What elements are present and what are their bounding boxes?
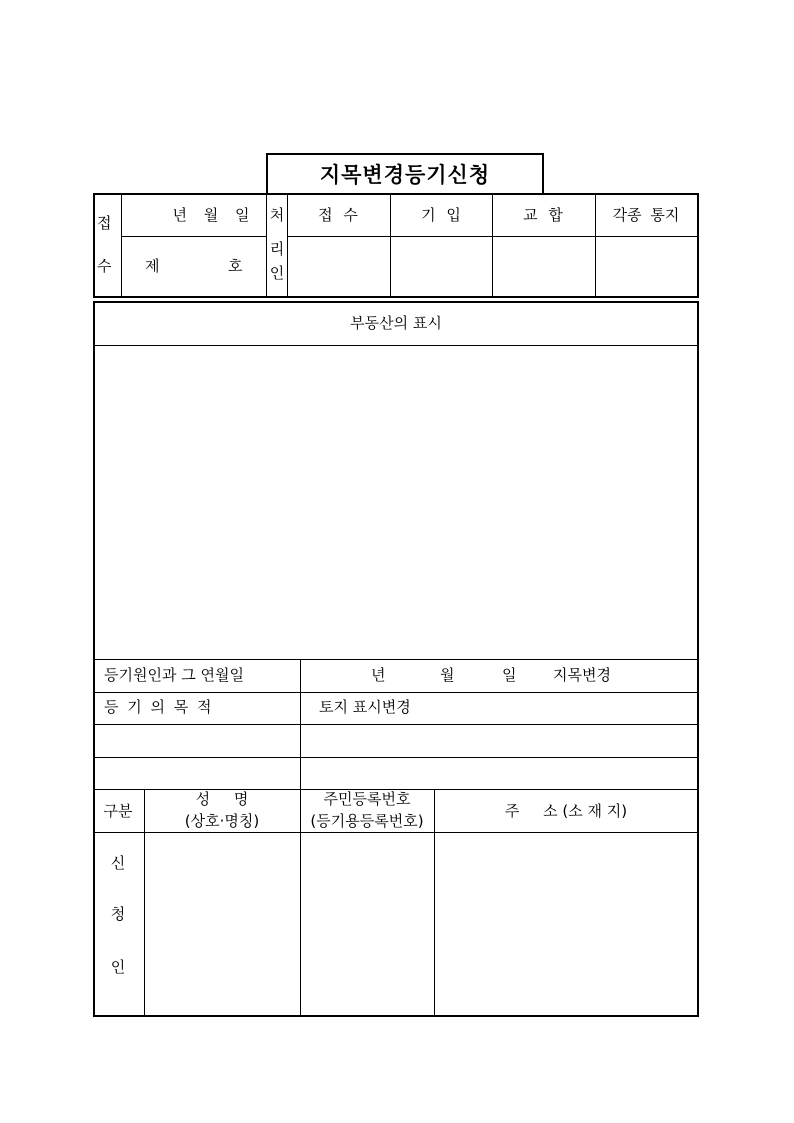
cause-label: 등기원인과 그 연월일 xyxy=(104,666,244,684)
reception-su-char: 수 xyxy=(97,257,112,275)
col-id-header-line1: 주민등록번호 xyxy=(323,790,411,808)
divider xyxy=(492,193,493,298)
purpose-label: 등 기 의 목 적 xyxy=(104,698,212,716)
property-header: 부동산의 표시 xyxy=(350,314,442,332)
cause-value-text: 지목변경 xyxy=(553,666,611,684)
extra-row-label-1[interactable] xyxy=(95,725,299,756)
applicant-char-2: 청 xyxy=(110,905,126,923)
col-entry-header: 기 입 xyxy=(421,206,461,224)
divider xyxy=(300,659,301,1017)
divider xyxy=(434,789,435,1017)
divider xyxy=(93,832,699,833)
divider xyxy=(144,789,145,1017)
divider xyxy=(595,193,596,298)
divider xyxy=(287,236,699,237)
divider xyxy=(390,193,391,298)
divider xyxy=(121,193,122,298)
col-division-header: 구분 xyxy=(103,802,133,820)
cause-month: 월 xyxy=(440,666,455,684)
handler-char-3: 인 xyxy=(269,264,285,282)
divider xyxy=(266,193,267,298)
applicant-address-cell[interactable] xyxy=(436,834,697,1015)
col-notice-header: 각종 통지 xyxy=(612,206,680,224)
reception-number-suffix: 호 xyxy=(228,257,243,275)
divider xyxy=(287,193,288,298)
col-id-header-line2: (등기용등록번호) xyxy=(310,812,424,830)
purpose-value: 토지 표시변경 xyxy=(319,698,411,716)
form-title: 지목변경등기신청 xyxy=(319,161,491,187)
reception-number-prefix: 제 xyxy=(145,257,160,275)
col-address-header: 주 소 (소 재 지) xyxy=(504,802,628,820)
applicant-name-cell[interactable] xyxy=(146,834,299,1015)
handler-char-1: 처 xyxy=(269,206,285,224)
reception-date-label: 년 월 일 xyxy=(172,206,250,224)
extra-row-value-2[interactable] xyxy=(301,758,697,788)
applicant-char-3: 인 xyxy=(110,958,126,976)
col-name-header-line1: 성 명 xyxy=(195,790,249,808)
extra-row-label-2[interactable] xyxy=(95,758,299,788)
divider xyxy=(93,692,699,693)
col-receipt-header: 접 수 xyxy=(318,206,358,224)
divider xyxy=(93,659,699,660)
col-name-header-line2: (상호·명칭) xyxy=(184,812,260,830)
reception-jeop-char: 접 xyxy=(97,214,112,232)
handler-char-2: 리 xyxy=(269,240,285,258)
extra-row-value-1[interactable] xyxy=(301,725,697,756)
property-description-area[interactable] xyxy=(95,346,697,658)
cause-year: 년 xyxy=(371,666,386,684)
cause-day: 일 xyxy=(502,666,517,684)
applicant-id-cell[interactable] xyxy=(302,834,433,1015)
divider xyxy=(121,236,266,237)
col-check-header: 교 합 xyxy=(523,206,563,224)
applicant-char-1: 신 xyxy=(110,854,126,872)
